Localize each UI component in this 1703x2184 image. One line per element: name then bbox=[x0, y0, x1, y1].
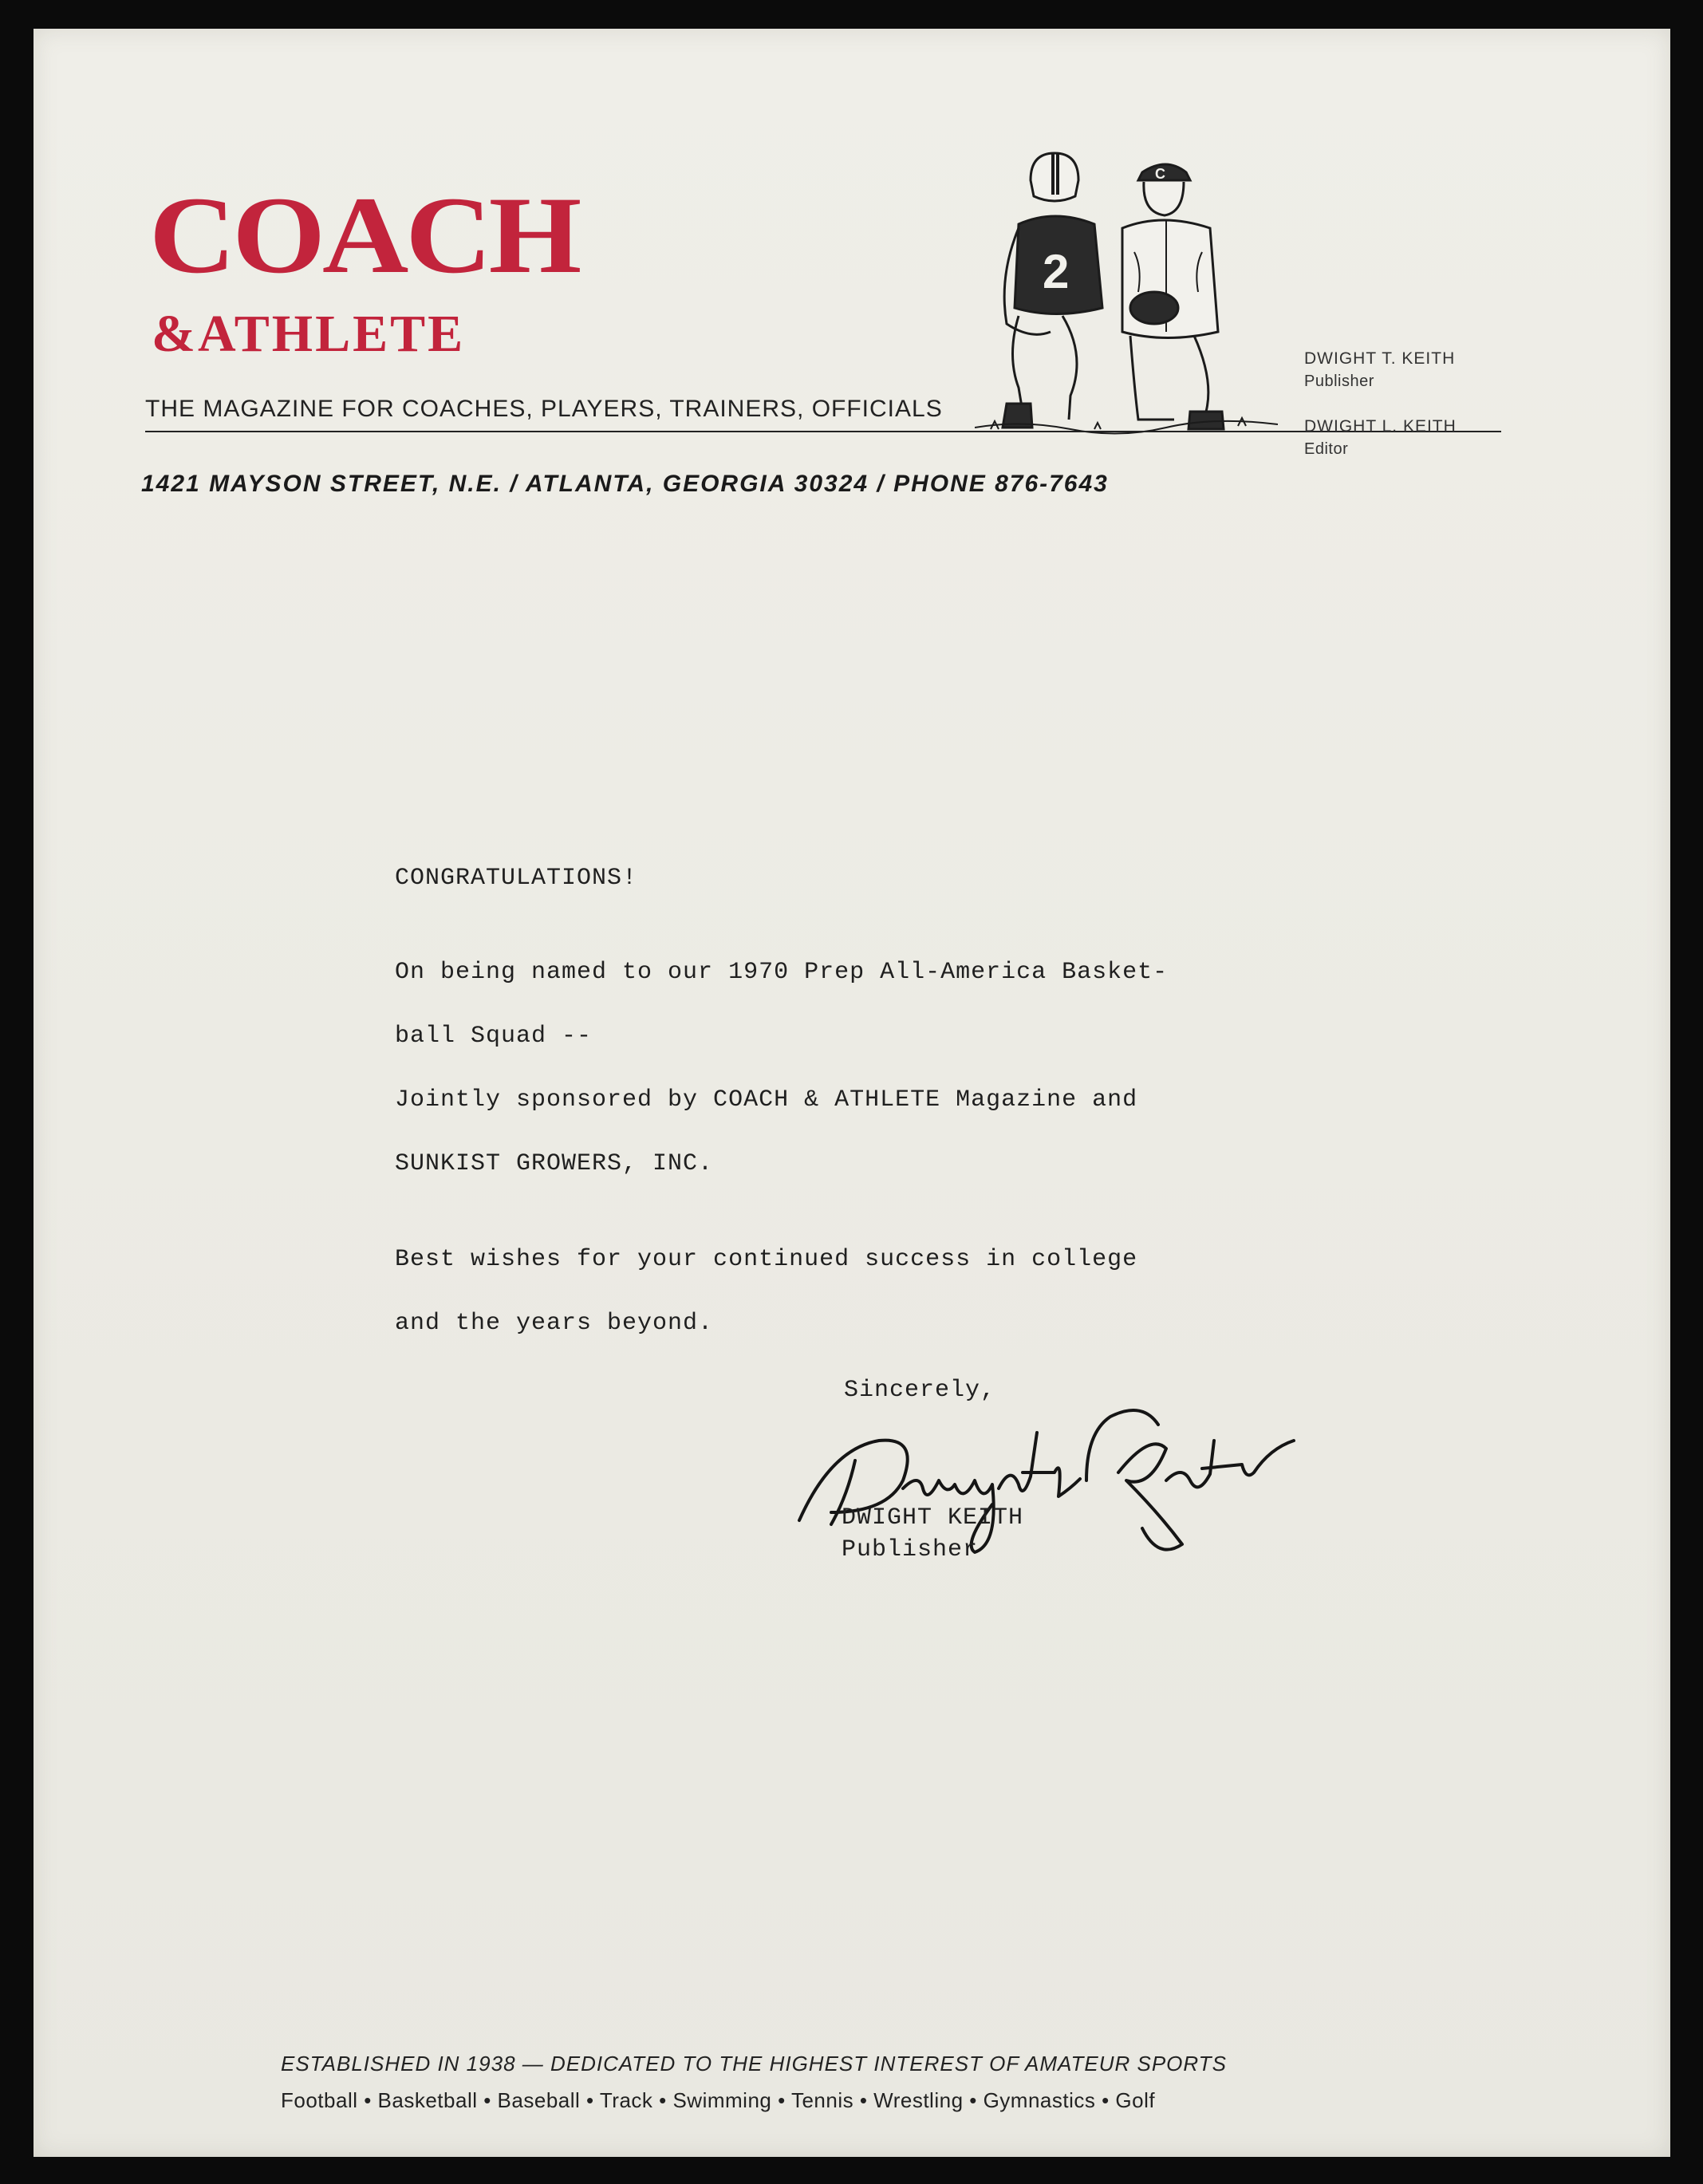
letter-line: On being named to our 1970 Prep All-America Basket- bbox=[395, 959, 1169, 986]
staff-role: Editor bbox=[1304, 440, 1349, 458]
logo-athlete-text: &ATHLETE bbox=[152, 305, 466, 363]
svg-text:2: 2 bbox=[1043, 245, 1070, 298]
letterhead-divider bbox=[145, 431, 1501, 432]
footer-sports-list: Football • Basketball • Baseball • Track • Swimming • Tennis • Wrestling • Gymnastics • Golf bbox=[281, 2088, 1156, 2112]
letter-line: Jointly sponsored by COACH & ATHLETE Magazine and bbox=[395, 1086, 1138, 1114]
letter-salutation: CONGRATULATIONS! bbox=[395, 865, 638, 892]
letter-line: ball Squad -- bbox=[395, 1023, 593, 1050]
signer-name: DWIGHT KEITH bbox=[842, 1504, 1024, 1532]
letter-closing: Sincerely, bbox=[844, 1377, 996, 1404]
football-player-coach-illustration bbox=[975, 148, 1278, 444]
letter-line: Best wishes for your continued success in college bbox=[395, 1246, 1138, 1273]
letter-page bbox=[34, 29, 1670, 2157]
staff-publisher bbox=[1304, 348, 1455, 392]
magazine-tagline: THE MAGAZINE FOR COACHES, PLAYERS, TRAINERS, OFFICIALS bbox=[145, 396, 943, 422]
staff-name: DWIGHT L. KEITH bbox=[1304, 417, 1457, 436]
staff-name: DWIGHT T. KEITH bbox=[1304, 349, 1456, 368]
letter-line: and the years beyond. bbox=[395, 1310, 714, 1337]
staff-editor bbox=[1304, 416, 1457, 460]
staff-role: Publisher bbox=[1304, 373, 1374, 390]
signer-title: Publisher bbox=[842, 1536, 979, 1563]
letterhead-address: 1421 MAYSON STREET, N.E. / ATLANTA, GEORGIA 30324 / PHONE 876-7643 bbox=[141, 471, 1109, 497]
letter-line: SUNKIST GROWERS, INC. bbox=[395, 1150, 714, 1177]
svg-text:C: C bbox=[1155, 166, 1165, 182]
logo-coach-text: COACH bbox=[149, 174, 579, 297]
footer-established: ESTABLISHED IN 1938 — DEDICATED TO THE HIGHEST INTEREST OF AMATEUR SPORTS bbox=[281, 2052, 1227, 2076]
